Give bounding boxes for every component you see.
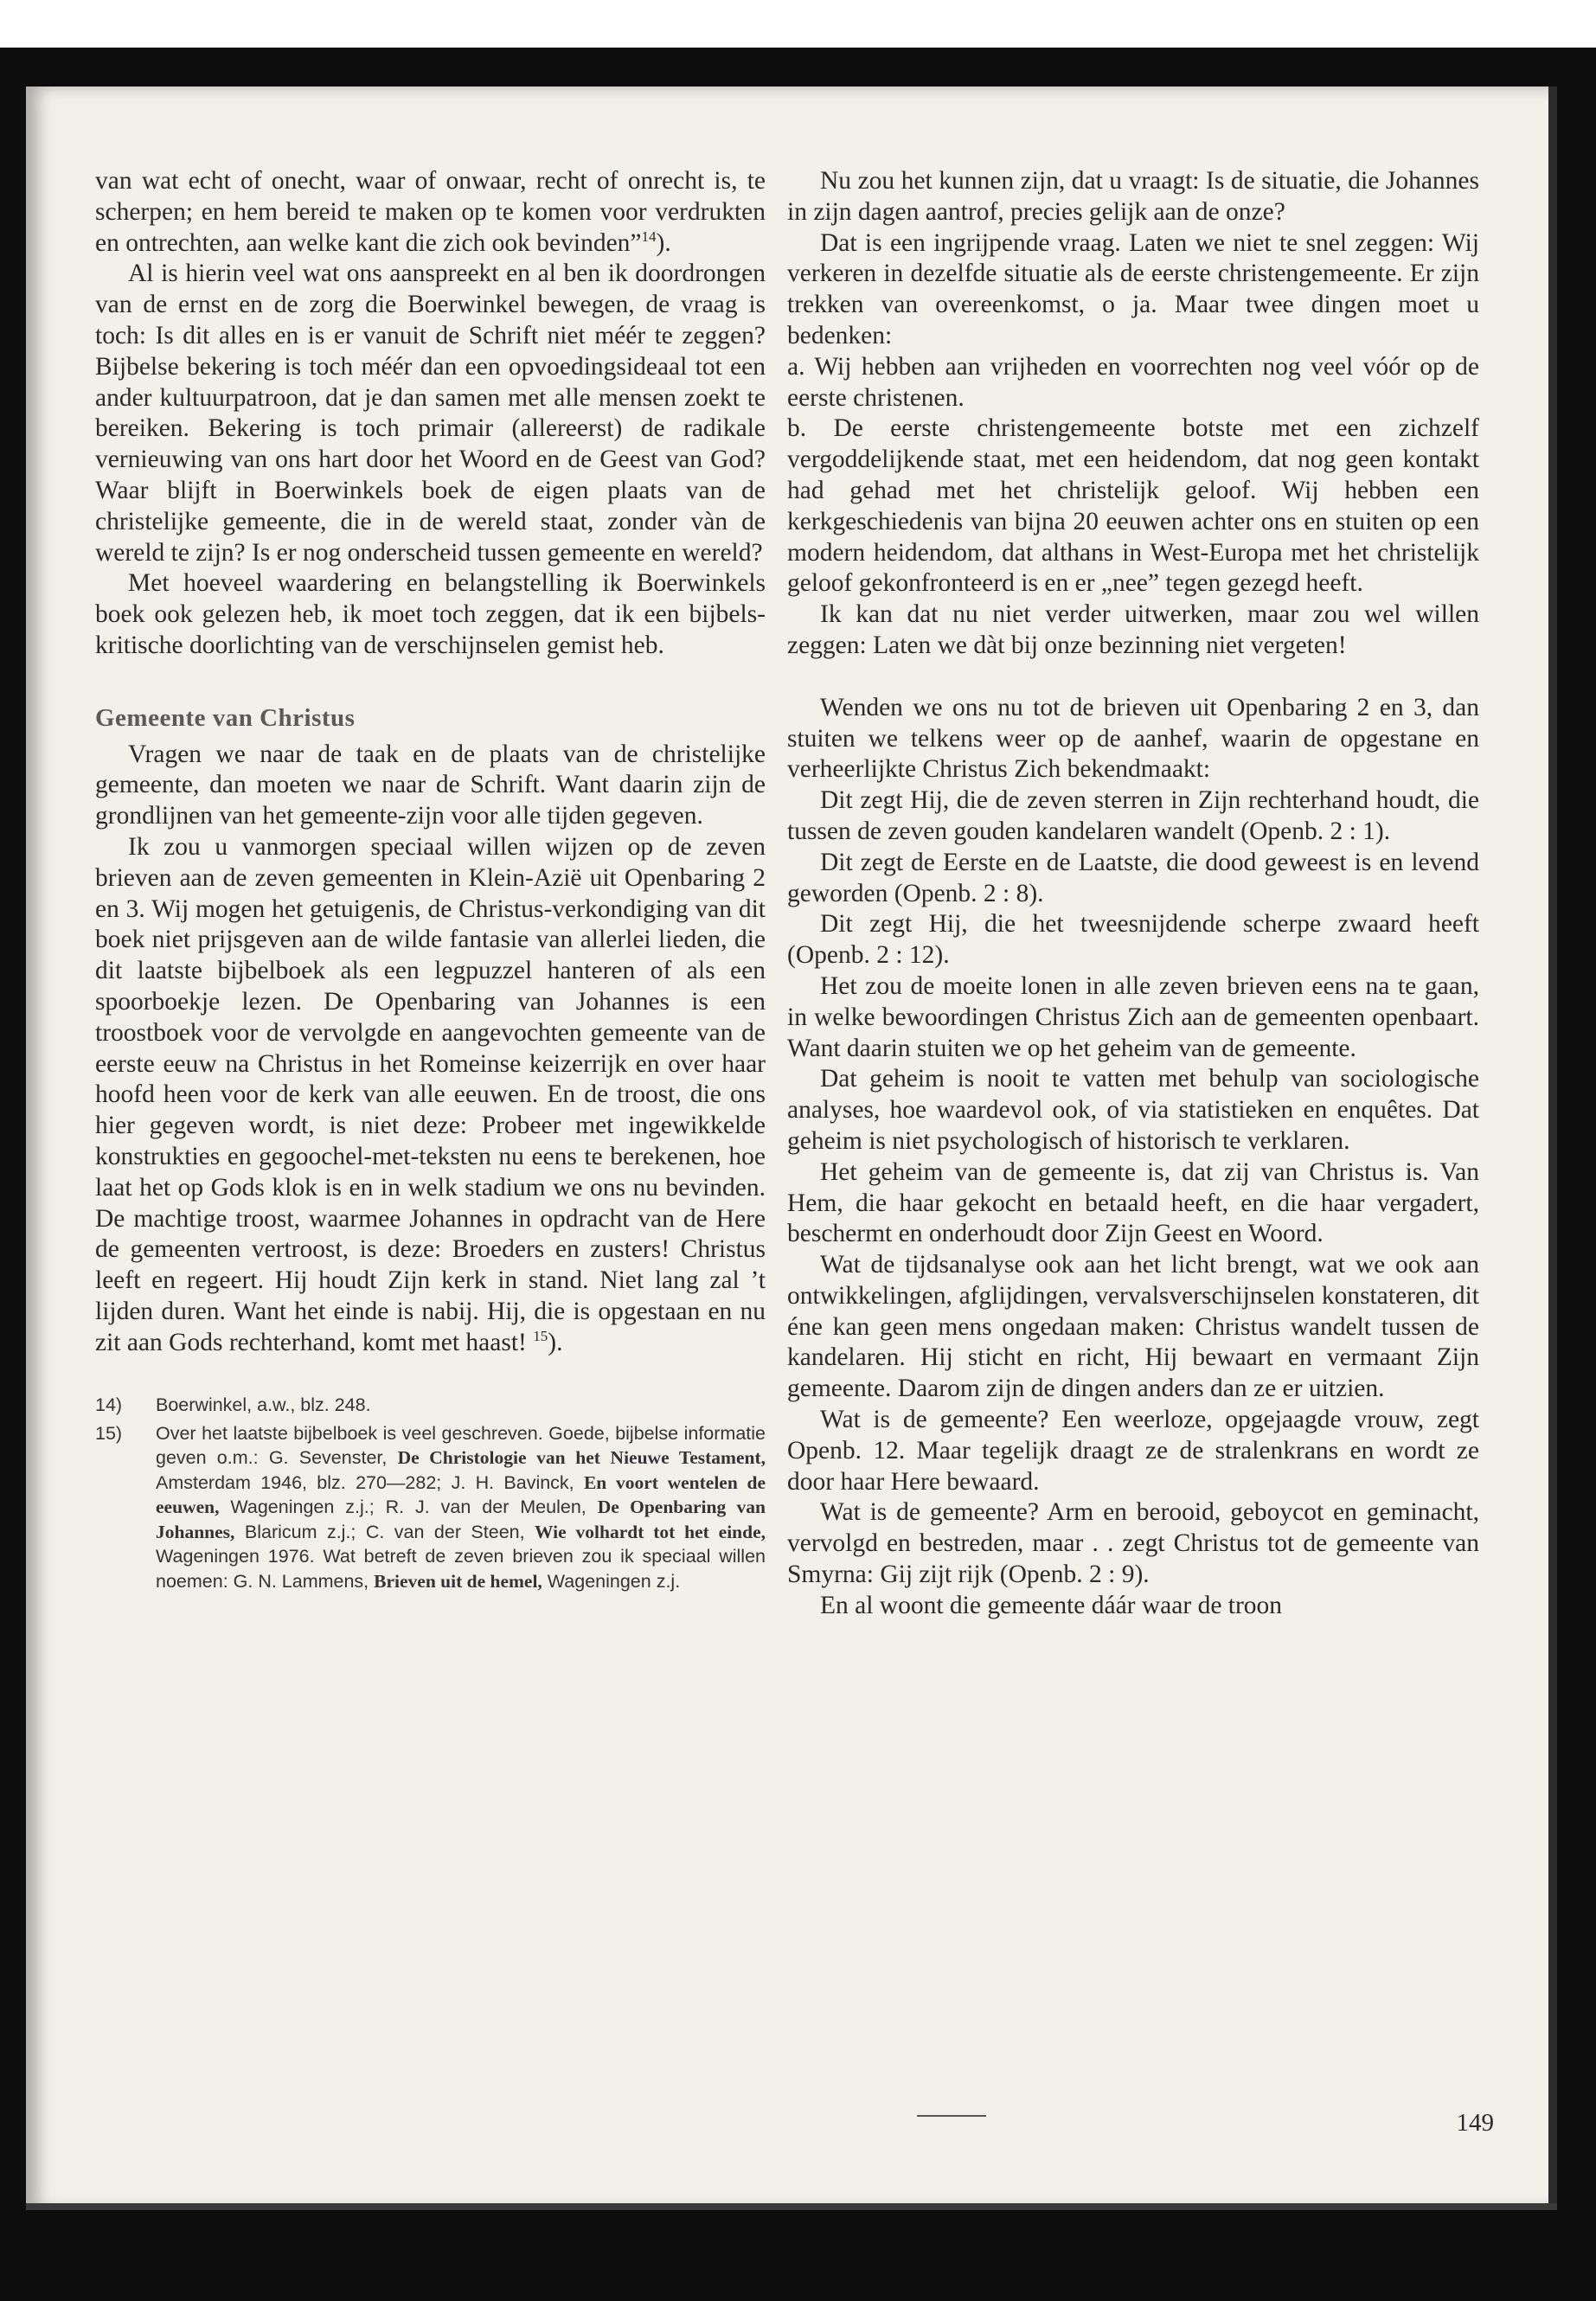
footnote-number: 14) (95, 1394, 123, 1416)
paragraph: Vragen we naar de taak en de plaats van de christelijke gemeente, dan moeten we naar de Schrift. Want daarin zijn de grondlijnen van het gemeente-zijn voor alle tijden gegeven. (95, 740, 766, 830)
footer-rule (917, 2115, 986, 2117)
book-title: En voort wentelen de eeuwen, (156, 1471, 766, 1518)
right-column (787, 166, 1479, 1622)
paragraph: Ik zou u vanmorgen speciaal willen wijzen op de zeven brieven aan de zeven gemeenten in Klein-Azië uit Openbaring 2 en 3. Wij mogen het getuigenis, de Christus-verkondiging van dit boek niet prijsgeven aan de wilde fantasie van allerlei lieden, die dit laatste bijbelboek als een legpuzzel hanteren of als een spoorboekje lezen. De Openbaring van Johannes is een troostboek voor de vervolgde en aangevochten gemeente van de eerste eeuw na Christus in het Romeinse keizerrijk en over haar hoofd heen voor de kerk van alle eeuwen. En de troost, die ons hier gegeven wordt, is niet deze: Probeer met ingewikkelde konstrukties en gegoochel-met-teksten nu eens te berekenen, hoe laat het op Gods klok is en in welk stadium we ons nu bevinden. De machtige troost, waarmee Johannes in opdracht van de Here de gemeenten vertroost, is deze: Broeders en zusters! Christus leeft en regeert. Hij houdt Zijn kerk in stand. Niet lang zal ’t lijden duren. Want het einde is nabij. Hij, die is opgestaan en nu zit aan Gods rechterhand, komt met haast! $^{15}$). (95, 832, 766, 1356)
page-edge-bottom (26, 2203, 1557, 2210)
footnote-ref[interactable]: 14 (641, 228, 657, 245)
paragraph: Ik kan dat nu niet verder uitwerken, maar zou wel willen zeggen: Laten we dàt bij onze bezinning niet vergeten! (787, 600, 1479, 659)
left-column (95, 166, 766, 1597)
scan-border-bottom (0, 2210, 1596, 2301)
paragraph: Dat geheim is nooit te vatten met behulp van sociologische analyses, hoe waardevol ook, of via statistieken en enquêtes. Dat geheim is niet psychologisch of historisch te verklaren. (787, 1065, 1479, 1155)
book-page (26, 87, 1557, 2210)
scan-border-left (0, 48, 26, 2301)
list-item: b. De eerste christengemeente botste met een zichzelf vergoddelijkende staat, met een heidendom, dat nog geen kontakt had gehad met het christelijk geloof. Wij hebben een kerkgeschiedenis van bijna 20 eeuwen achter ons en stuiten op een modern heidendom, dat althans in West-Europa met het christelijk geloof gekonfronteerd is en er „nee” tegen gezegd heeft. (787, 414, 1479, 598)
paragraph: Wat de tijdsanalyse ook aan het licht brengt, wat we ook aan ontwikkelingen, afglijdingen, vervalsverschijnselen konstateren, dit éne kan geen mens ongedaan maken: Christus wandelt tussen de kandelaren. Hij sticht en richt, Hij bewaart en vermaant Zijn gemeente. Daarom zijn de dingen anders dan ze er uitzien. (787, 1251, 1479, 1403)
section-heading: Gemeente van Christus (95, 703, 356, 732)
paragraph: Het zou de moeite lonen in alle zeven brieven eens na te gaan, in welke bewoordingen Christus Zich aan de gemeenten openbaart. Want daarin stuiten we op het geheim van de gemeente. (787, 971, 1479, 1062)
footnote-ref[interactable]: 15 (533, 1327, 548, 1344)
paragraph: Nu zou het kunnen zijn, dat u vraagt: Is de situatie, die Johannes in zijn dagen aantrof, precies gelijk aan de onze? (787, 167, 1479, 226)
scan-border-right (1557, 48, 1596, 2301)
paragraph: Al is hierin veel wat ons aanspreekt en al ben ik doordrongen van de ernst en de zorg die Boerwinkel bewegen, de vraag is toch: Is dit alles en is er vanuit de Schrift niet méér te zeggen? Bijbelse bekering is toch méér dan een opvoedingsideaal tot een ander kultuurpatroon, dat je dan samen met alle mensen zoekt te bereiken. Bekering is toch primair (allereerst) de radikale vernieuwing van ons hart door het Woord en de Geest van God? Waar blijft in Boerwinkels boek de eigen plaats van de christelijke gemeente, die in de wereld staat, zonder vàn de wereld te zijn? Is er nog onderscheid tussen gemeente en wereld? (95, 260, 766, 567)
paragraph: Dat is een ingrijpende vraag. Laten we niet te snel zeggen: Wij verkeren in dezelfde situatie als de eerste christengemeente. Er zijn trekken van overeenkomst, o ja. Maar twee dingen moet u bedenken: (787, 228, 1479, 349)
paragraph: Het geheim van de gemeente is, dat zij van Christus is. Van Hem, die haar gekocht en betaald heeft, en die haar vergadert, beschermt en onderhoudt door Zijn Geest en Woord. (787, 1157, 1479, 1248)
paragraph: van wat echt of onecht, waar of onwaar, recht of onrecht is, te scherpen; en hem bereid te maken op te komen voor verdrukten en ontrechten, aan welke kant die zich ook bevinden”$^{14}$). (95, 167, 766, 257)
footnote-text: Over het laatste bijbelboek is veel geschreven. Goede, bijbelse informatie geven o.m.: G. Sevenster, De Christologie van het Nieuwe Testament, Amsterdam 1946, blz. 270—282; J. H. Bavinck, En voort wentelen de eeuwen, Wageningen z.j.; R. J. van der Meulen, De Openbaring van Johannes, Blaricum z.j.; C. van der Steen, Wie volhardt tot het einde, Wageningen 1976. Wat betreft de zeven brieven zou ik speciaal willen noemen: G. N. Lammens, Brieven uit de hemel, Wageningen z.j. (156, 1422, 766, 1592)
paragraph: Dit zegt Hij, die de zeven sterren in Zijn rechterhand houdt, die tussen de zeven gouden kandelaren wandelt (Openb. 2 : 1). (787, 786, 1479, 845)
footnote-number: 15) (95, 1422, 123, 1444)
paragraph: En al woont die gemeente dáár waar de troon (820, 1591, 1283, 1619)
paragraph: Met hoeveel waardering en belangstelling ik Boerwinkels boek ook gelezen heb, ik moet toch zeggen, dat ik een bijbels-kritische doorlichting van de verschijnselen gemist heb. (95, 569, 766, 659)
footnote-text: Boerwinkel, a.w., blz. 248. (156, 1394, 371, 1416)
list-item: a. Wij hebben aan vrijheden en voorrechten nog veel vóór op de eerste christenen. (787, 352, 1479, 412)
book-title: De Christologie van het Nieuwe Testament, (397, 1447, 766, 1469)
book-title: Wie volhardt tot het einde, (535, 1521, 766, 1542)
footnotes (95, 1393, 766, 1593)
footnote (95, 1421, 766, 1594)
footnote (95, 1393, 766, 1418)
scan-border-top (0, 48, 1596, 87)
paragraph: Wenden we ons nu tot de brieven uit Openbaring 2 en 3, dan stuiten we telkens weer op de aanhef, waarin de opgestane en verheerlijkte Christus Zich bekendmaakt: (787, 693, 1479, 784)
paragraph: Wat is de gemeente? Een weerloze, opgejaagde vrouw, zegt Openb. 12. Maar tegelijk draagt ze de stralenkrans en wordt ze door haar Here bewaard. (787, 1406, 1479, 1496)
book-title: Brieven uit de hemel, (374, 1570, 542, 1592)
paragraph: Dit zegt Hij, die het tweesnijdende scherpe zwaard heeft (Openb. 2 : 12). (787, 910, 1479, 970)
paragraph: Dit zegt de Eerste en de Laatste, die dood geweest is en levend geworden (Openb. 2 : 8). (787, 848, 1479, 907)
page-edge-right (1548, 87, 1557, 2210)
section-gap (787, 662, 1479, 693)
book-title: De Openbaring van Johannes, (156, 1497, 766, 1542)
page-number: 149 (1456, 2109, 1494, 2137)
paragraph: Wat is de gemeente? Arm en berooid, geboycot en geminacht, vervolgd en bestreden, maar . . zegt Christus tot de gemeente van Smyrna: Gij zijt rijk (Openb. 2 : 9). (787, 1498, 1479, 1589)
